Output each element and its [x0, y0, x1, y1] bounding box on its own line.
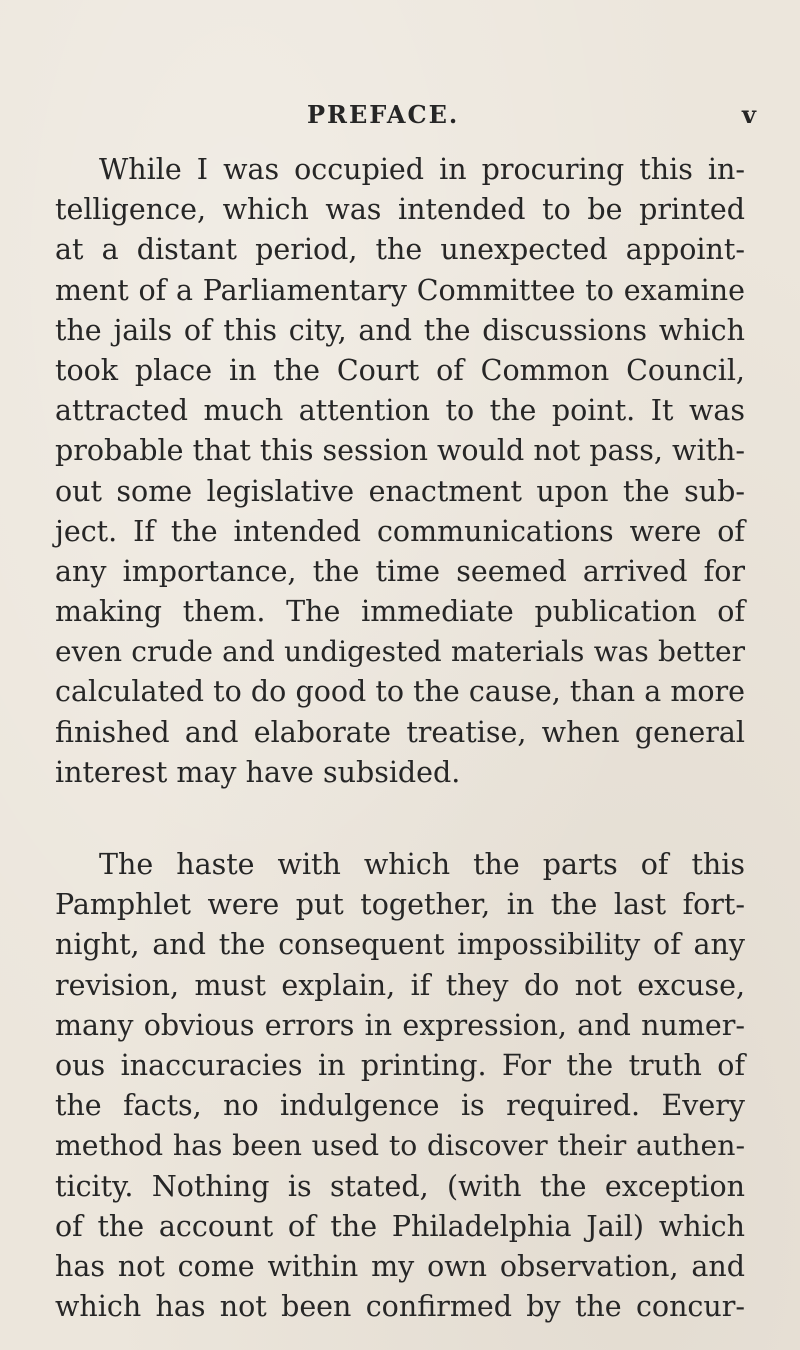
text-line: telligence, which was intended to be printed	[55, 193, 745, 227]
page-number: v	[742, 100, 756, 129]
text-line: many obvious errors in expression, and numer-	[55, 1008, 745, 1042]
text-line: ticity. Nothing is stated, (with the exception	[55, 1169, 745, 1203]
text-line: method has been used to discover their authen-	[55, 1129, 745, 1163]
text-line: out some legislative enactment upon the sub-	[55, 474, 745, 508]
text-line: of the account of the Philadelphia Jail) which	[55, 1209, 745, 1243]
text-line: has not come within my own observation, and	[55, 1249, 745, 1283]
text-line: ject. If the intended communications were of	[55, 514, 745, 548]
text-line: attracted much attention to the point. It was	[55, 394, 745, 428]
text-line: at a distant period, the unexpected appoint-	[55, 233, 745, 267]
text-line: the facts, no indulgence is required. Every	[55, 1089, 745, 1123]
paragraph-1	[55, 150, 745, 793]
text-line: ment of a Parliamentary Committee to examine	[55, 273, 745, 307]
paragraph-2	[55, 845, 745, 1327]
text-line: revision, must explain, if they do not excuse,	[55, 968, 745, 1002]
text-line: calculated to do good to the cause, than a more	[55, 675, 745, 709]
text-line: interest may have subsided.	[55, 755, 461, 789]
text-line: making them. The immediate publication of	[55, 595, 745, 629]
body-text	[55, 150, 745, 1327]
paragraph-gap	[55, 793, 745, 845]
running-head	[0, 100, 800, 140]
text-line: finished and elaborate treatise, when general	[55, 715, 745, 749]
text-line: which has not been confirmed by the concur-	[55, 1290, 745, 1324]
text-line: While I was occupied in procuring this in-	[99, 153, 745, 186]
text-line: even crude and undigested materials was better	[55, 635, 745, 669]
text-line: night, and the consequent impossibility of any	[55, 928, 745, 962]
text-line: Pamphlet were put together, in the last fort-	[55, 888, 745, 922]
text-line: probable that this session would not pass, with-	[55, 434, 745, 468]
text-line: the jails of this city, and the discussions which	[55, 313, 745, 347]
text-line: ous inaccuracies in printing. For the truth of	[55, 1048, 745, 1082]
running-head-title: PREFACE.	[307, 100, 460, 129]
text-line: took place in the Court of Common Council,	[55, 353, 745, 387]
text-line: any importance, the time seemed arrived for	[55, 554, 745, 588]
text-line: The haste with which the parts of this	[99, 848, 745, 881]
